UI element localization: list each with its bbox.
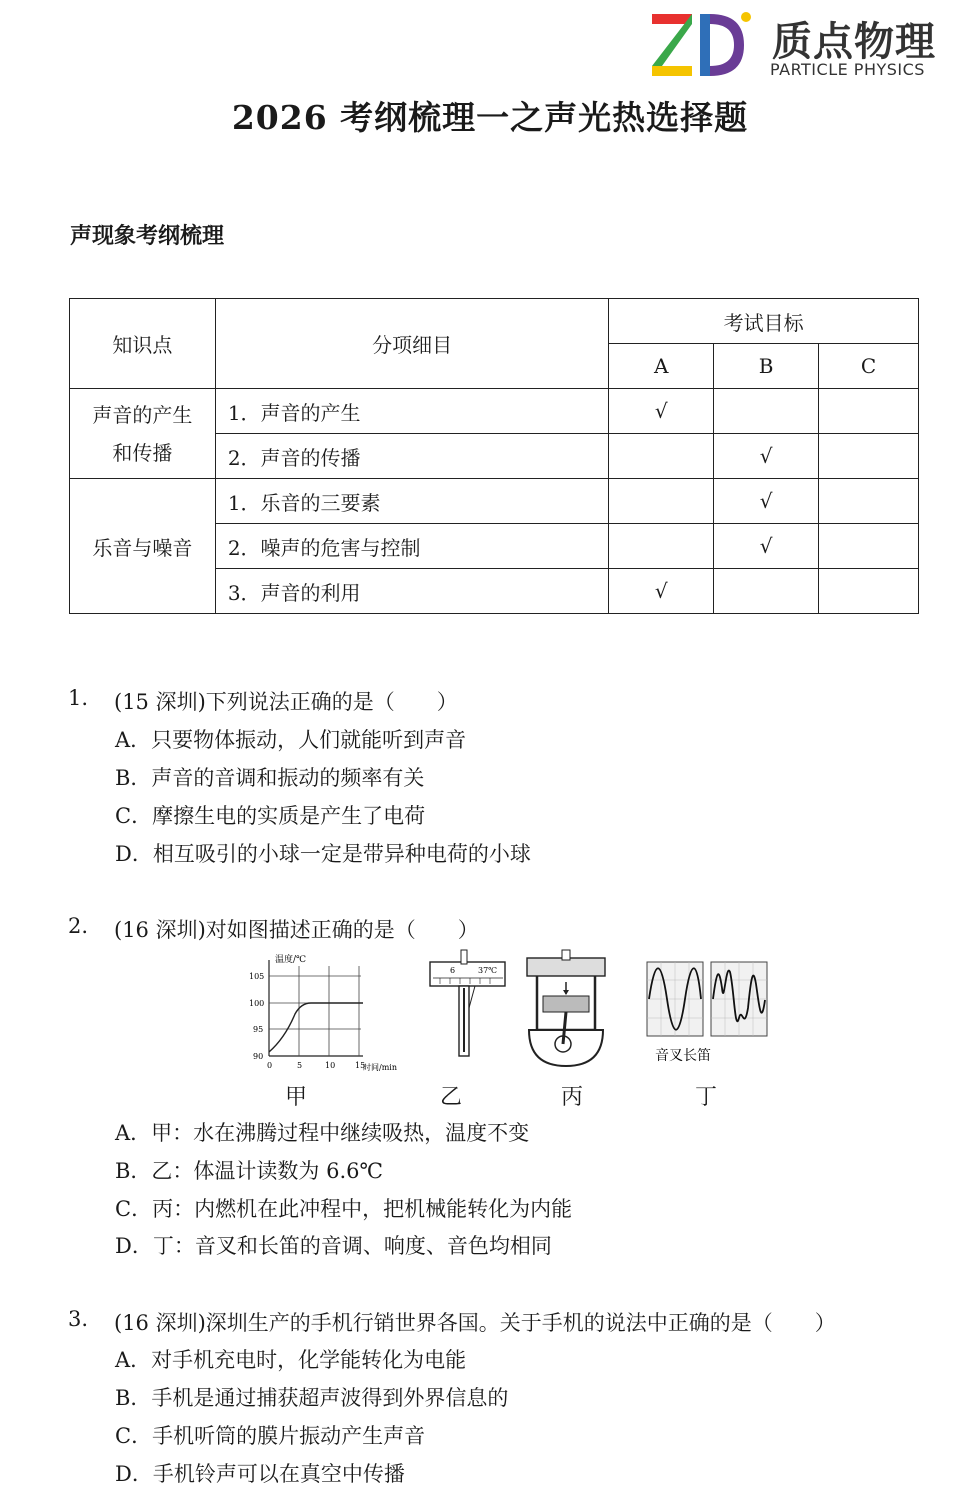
mark-a [609, 434, 714, 479]
waveforms [647, 962, 767, 1064]
y-tick: 100 [249, 999, 265, 1008]
thermo-reading: 37℃ [478, 966, 498, 975]
option: C．丙：内燃机在此冲程中，把机械能转化为内能 [115, 1197, 573, 1221]
thermo-tick: 6 [450, 966, 456, 975]
mark-c [819, 524, 919, 569]
page-title: 2026 考纲梳理一之声光热选择题 [231, 98, 749, 137]
mark-a: √ [609, 389, 714, 434]
question-stem: (16 深圳)对如图描述正确的是（ ） [114, 918, 479, 942]
mark-b [714, 569, 819, 614]
section-title: 声现象考纲梳理 [70, 223, 225, 249]
logo-name-cn: 质点物理 [772, 19, 936, 65]
x-tick: 15 [355, 1061, 366, 1070]
question-2-figure [245, 948, 785, 1108]
option: D．相互吸引的小球一定是带异种电荷的小球 [115, 842, 531, 866]
boiling-graph [249, 953, 397, 1072]
x-tick: 10 [325, 1061, 336, 1070]
option: A．只要物体振动，人们就能听到声音 [115, 728, 467, 752]
table-item: 1．声音的产生 [215, 389, 609, 434]
group-name-line: 声音的产生 [92, 402, 193, 427]
figure-label: 乙 [440, 1085, 463, 1110]
table-item: 2．噪声的危害与控制 [215, 524, 609, 569]
brand-logo [648, 8, 958, 80]
mark-a: √ [609, 569, 714, 614]
question-stem: (16 深圳)深圳生产的手机行销世界各国。关于手机的说法中正确的是（ ） [114, 1311, 836, 1335]
y-tick: 95 [253, 1025, 264, 1034]
engine-cylinder [527, 950, 605, 1066]
mark-a [609, 524, 714, 569]
thermometer [430, 950, 505, 1056]
header-a: A [609, 344, 714, 389]
option: D．手机铃声可以在真空中传播 [115, 1462, 405, 1486]
option: A．对手机充电时，化学能转化为电能 [115, 1348, 467, 1372]
question-number: 1. [68, 686, 89, 710]
table-item: 3．声音的利用 [215, 569, 609, 614]
y-tick: 90 [253, 1052, 264, 1061]
zd-logo-icon [648, 8, 768, 80]
graph-ylabel: 温度/℃ [275, 955, 307, 965]
header-subitem: 分项细目 [215, 299, 609, 389]
option: B．手机是通过捕获超声波得到外界信息的 [115, 1386, 509, 1410]
figure-drawings [245, 948, 785, 1078]
syllabus-table [69, 298, 919, 614]
group-cell: 乐音与噪音 [70, 479, 216, 614]
header-c: C [819, 344, 919, 389]
mark-b: √ [714, 479, 819, 524]
x-tick: 0 [267, 1061, 273, 1070]
mark-a [609, 479, 714, 524]
wave-caption: 音叉长笛 [655, 1048, 711, 1064]
figure-label: 丁 [695, 1085, 718, 1110]
option: C．手机听筒的膜片振动产生声音 [115, 1424, 426, 1448]
header-knowledge: 知识点 [70, 299, 216, 389]
table-item: 1．乐音的三要素 [215, 479, 609, 524]
option: D．丁：音叉和长笛的音调、响度、音色均相同 [115, 1234, 552, 1258]
header-b: B [714, 344, 819, 389]
option: B．乙：体温计读数为 6.6℃ [115, 1159, 383, 1183]
mark-b [714, 389, 819, 434]
mark-c [819, 434, 919, 479]
header-goal: 考试目标 [609, 299, 919, 344]
mark-b: √ [714, 434, 819, 479]
mark-c [819, 569, 919, 614]
figure-label: 丙 [561, 1085, 584, 1110]
x-tick: 5 [297, 1061, 303, 1070]
option: C．摩擦生电的实质是产生了电荷 [115, 804, 426, 828]
graph-xlabel: 时间/min [363, 1063, 397, 1072]
mark-c [819, 479, 919, 524]
figure-label: 甲 [285, 1085, 308, 1110]
y-tick: 105 [249, 972, 265, 981]
mark-c [819, 389, 919, 434]
question-number: 3. [68, 1307, 89, 1331]
option: B．声音的音调和振动的频率有关 [115, 766, 425, 790]
group-cell [70, 389, 216, 479]
option: A．甲：水在沸腾过程中继续吸热，温度不变 [115, 1121, 530, 1145]
question-stem: (15 深圳)下列说法正确的是（ ） [114, 690, 458, 714]
group-name-line: 和传播 [112, 440, 173, 465]
question-number: 2. [68, 914, 89, 938]
mark-b: √ [714, 524, 819, 569]
logo-name-en: PARTICLE PHYSICS [770, 60, 925, 79]
table-item: 2．声音的传播 [215, 434, 609, 479]
